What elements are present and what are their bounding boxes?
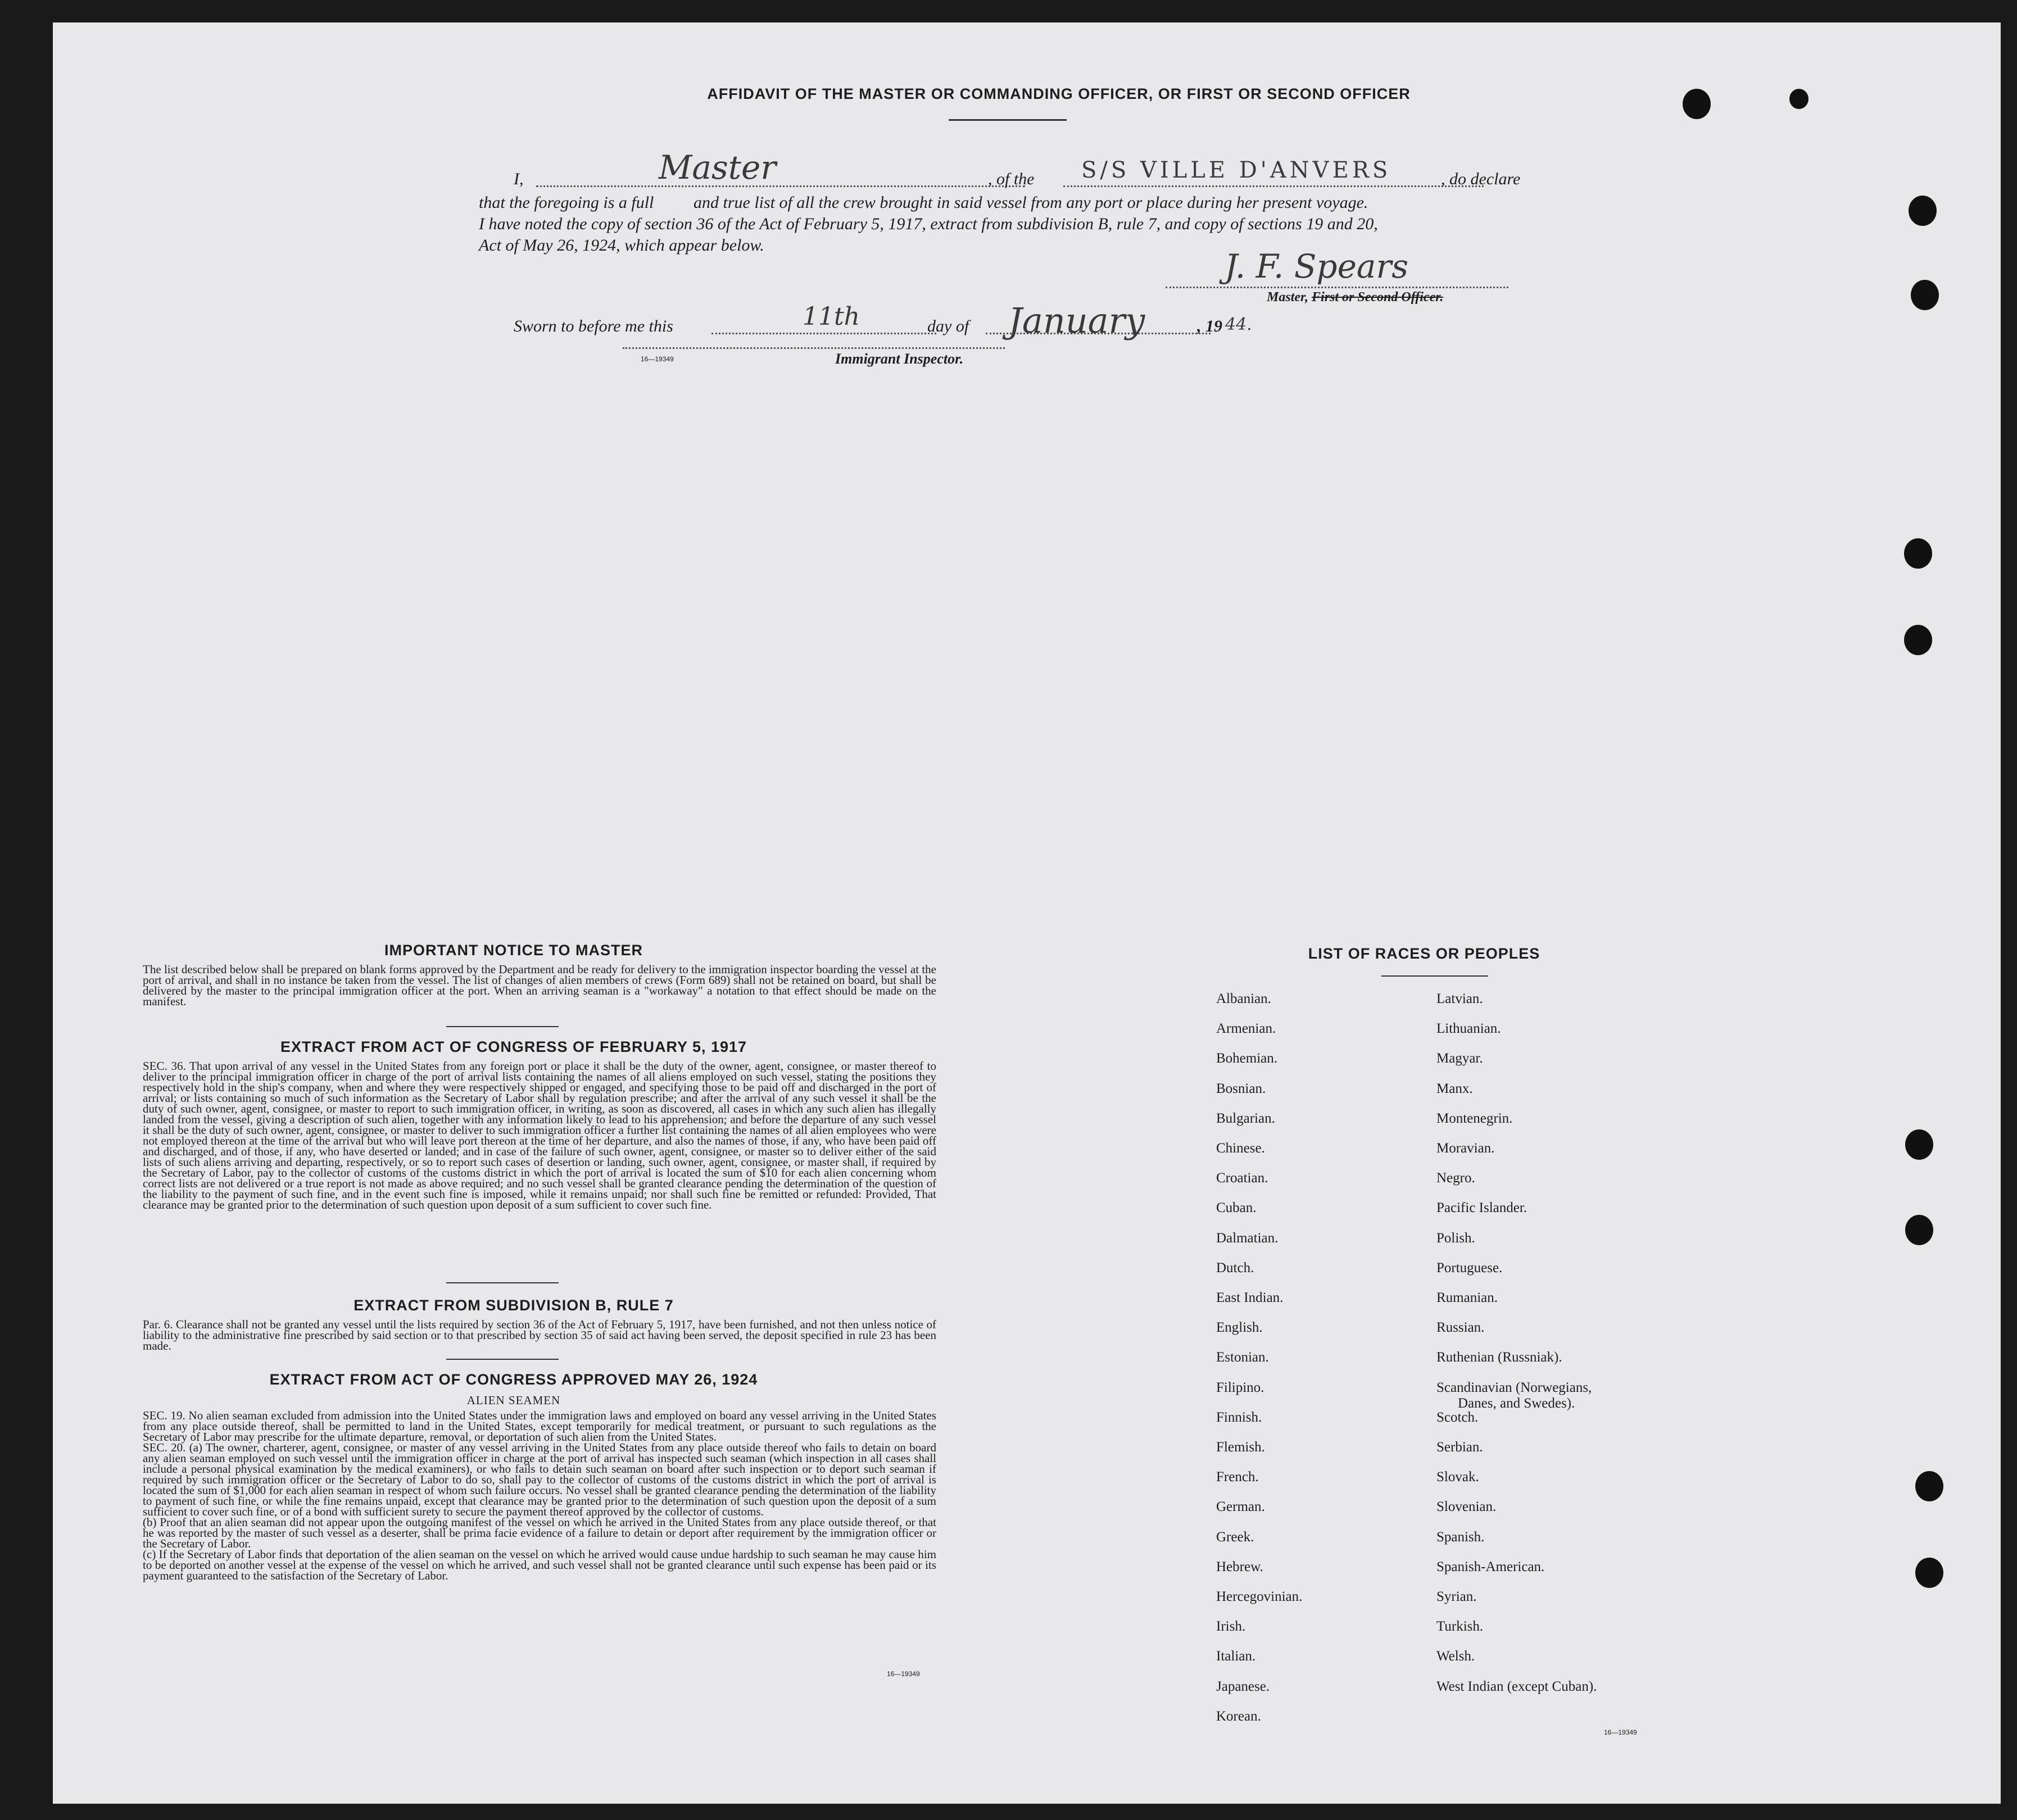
punch-hole	[1904, 625, 1932, 655]
race-item: German.	[1216, 1499, 1265, 1515]
race-item: Moravian.	[1436, 1141, 1495, 1156]
punch-hole	[1915, 1471, 1943, 1501]
of-the-label: , of the	[988, 170, 1035, 188]
race-item: West Indian (except Cuban).	[1436, 1678, 1597, 1694]
race-item: Japanese.	[1216, 1678, 1270, 1694]
affidavit-title: AFFIDAVIT OF THE MASTER OR COMMANDING OFFICER, OR FIRST OR SECOND OFFICER	[707, 85, 1411, 102]
race-item: Spanish-American.	[1436, 1559, 1545, 1574]
race-item: Dutch.	[1216, 1260, 1254, 1276]
punch-hole	[1911, 280, 1939, 310]
punch-hole	[1905, 1129, 1933, 1160]
extract-rule7-title: EXTRACT FROM SUBDIVISION B, RULE 7	[353, 1297, 674, 1314]
day-of-label: day of	[927, 317, 969, 335]
race-item: Latvian.	[1436, 991, 1483, 1006]
race-item: Finnish.	[1216, 1409, 1262, 1425]
race-item: Bulgarian.	[1216, 1110, 1275, 1126]
declaration-line-4: Act of May 26, 1924, which appear below.	[479, 236, 764, 255]
sworn-day-handwritten: 11th	[803, 302, 860, 331]
extract-1924-body	[143, 1410, 936, 1581]
sworn-month-handwritten: January	[1008, 300, 1145, 341]
declaration-line-2a: that the foregoing is a full	[479, 193, 654, 212]
race-item: Ruthenian (Russniak).	[1436, 1350, 1562, 1365]
signature-line	[1166, 287, 1508, 288]
extract-rule7-body: Par. 6. Clearance shall not be granted any vessel until the lists required by section 36 of the Act of February 5, 1917, have been furnished, and not then unless notice of liability to the administrative fine prescribed by said section or to that prescribed by section 35 of said act having been served, the deposit specified in rule 23 has been made.	[143, 1318, 936, 1352]
punch-hole	[1789, 89, 1808, 109]
race-item: Spanish.	[1436, 1529, 1485, 1545]
signer-role-master: Master,	[1267, 290, 1309, 305]
sworn-day-line	[711, 333, 936, 334]
sec-19-text: SEC. 19. No alien seaman excluded from admission into the United States under the immigration laws and employed on board any vessel arriving in the United States from any place outside thereof, shall be permitted to land in the United States, except temporarily for medical treatment, or pursuant to such regulations as the Secretary of Labor may prescribe for the ultimate departure, removal, or deportation of such alien from the United States.	[143, 1409, 936, 1444]
inspector-label: Immigrant Inspector.	[835, 351, 964, 367]
notice-title: IMPORTANT NOTICE TO MASTER	[384, 942, 643, 959]
extract-1917-title: EXTRACT FROM ACT OF CONGRESS OF FEBRUARY 5, 1917	[280, 1038, 747, 1055]
title-divider	[949, 119, 1067, 121]
race-item: Korean.	[1216, 1708, 1261, 1724]
race-item: Negro.	[1436, 1170, 1475, 1186]
sworn-label: Sworn to before me this	[514, 317, 673, 335]
officer-field-line	[536, 185, 1025, 187]
race-item: French.	[1216, 1469, 1259, 1485]
form-number-right: 16—19349	[1604, 1728, 1637, 1736]
races-title: LIST OF RACES OR PEOPLES	[1308, 945, 1540, 962]
race-item: Croatian.	[1216, 1170, 1268, 1186]
race-item: Dalmatian.	[1216, 1230, 1279, 1246]
extract-1917-divider	[446, 1282, 559, 1283]
race-item: Bosnian.	[1216, 1081, 1266, 1096]
declaration-line-2b: and true list of all the crew brought in said vessel from any port or place during her present voyage.	[694, 193, 1368, 212]
race-item: Manx.	[1436, 1081, 1473, 1096]
form-number-top: 16—19349	[641, 355, 674, 363]
race-item: Irish.	[1216, 1619, 1246, 1635]
punch-hole	[1683, 89, 1711, 119]
race-item: Slovenian.	[1436, 1499, 1497, 1515]
race-item: Pacific Islander.	[1436, 1200, 1528, 1216]
sec-20b-text: (b) Proof that an alien seaman did not appear upon the outgoing manifest of the vessel on which he arrived in the United States from any place outside thereof, or that he was reported by the master of such vessel as a deserter, shall be prima facie evidence of a failure to detain or deport after requirement by the immigration officer or the Secretary of Labor.	[143, 1515, 936, 1550]
year-prefix: , 19	[1197, 317, 1222, 335]
race-item: English.	[1216, 1320, 1263, 1336]
race-item: Lithuanian.	[1436, 1021, 1501, 1037]
punch-hole	[1904, 538, 1932, 569]
officer-handwritten: Master	[659, 148, 777, 187]
race-item: Filipino.	[1216, 1379, 1264, 1395]
race-item: Danes, and Swedes).	[1458, 1395, 1575, 1411]
signer-role-struck: First or Second Officer.	[1312, 290, 1444, 305]
race-item: Albanian.	[1216, 991, 1271, 1006]
race-item: Italian.	[1216, 1649, 1256, 1664]
race-item: Hercegovinian.	[1216, 1589, 1303, 1604]
punch-hole	[1915, 1558, 1943, 1588]
race-item: Bohemian.	[1216, 1051, 1278, 1066]
year-suffix-handwritten: 44.	[1225, 315, 1252, 334]
master-signature: J. F. Spears	[1225, 247, 1408, 285]
extract-1917-body: SEC. 36. That upon arrival of any vessel in the United States from any foreign port or place it shall be the duty of the owner, agent, consignee, or master thereof to deliver to the principal immigration officer in charge of the port of arrival lists containing the names of all aliens employed on such vessel, stating the positions they respectively hold in the ship's company, when and where they were respectively shipped or engaged, and specifying those to be paid off and discharged in the port of arrival; or lists containing so much of such information as the Secretary of Labor shall by regulation prescribe; and after the arrival of any such vessel it shall be the duty of such owner, agent, consignee, or master to report to such immigration officer, in writing, as soon as discovered, all cases in which any such alien has illegally landed from the vessel, giving a description of such alien, together with any information likely to lead to his apprehension; and before the departure of any such vessel it shall be the duty of such owner, agent, consignee, or master to deliver to such immigration officer a further list containing the names of all alien employees who were not employed thereon at the time of the arrival but who will leave port thereon at the time of her departure, and also the names of those, if any, who have been paid off and discharged, and of those, if any, who have deserted or landed; and in case of the failure of such owner, agent, consignee, or master so to deliver either of the said lists of such aliens arriving and departing, respectively, or so to report such cases of desertion or landing, such owner, agent, consignee, or master shall, if required by the Secretary of Labor, pay to the collector of customs of the customs district in which the port of arrival is located the sum of $10 for each alien concerning whom correct lists are not delivered or a true report is not made as above required; and no such vessel shall be granted clearance pending the determination of the question of the liability to the payment of such fine, and in the event such fine is imposed, while it remains unpaid; nor shall such fine be remitted or refunded: Provided, That clearance may be granted prior to the determination of such question upon deposit of a sum sufficient to cover such fine.	[143, 1059, 936, 1211]
vessel-field-line	[1063, 185, 1484, 187]
race-item: Serbian.	[1436, 1440, 1483, 1455]
do-declare-label: , do declare	[1441, 170, 1521, 188]
race-item: Hebrew.	[1216, 1559, 1263, 1574]
race-item: Scandinavian (Norwegians,	[1436, 1379, 1592, 1395]
affidavit-i-label: I,	[514, 170, 524, 188]
sec-20c-text: (c) If the Secretary of Labor finds that deportation of the alien seaman on the vessel on which he arrived would cause undue hardship to such seaman he may cause him to be deported on another vessel at the expense of the vessel on which he arrived, and such vessel shall not be granted clearance until such expense has been paid or its payment guaranteed to the satisfaction of the Secretary of Labor.	[143, 1547, 936, 1582]
race-item: Armenian.	[1216, 1021, 1276, 1037]
race-item: East Indian.	[1216, 1290, 1284, 1305]
race-item: Turkish.	[1436, 1619, 1484, 1635]
inspector-signature-line	[623, 347, 1005, 349]
races-divider	[1381, 975, 1488, 977]
race-item: Welsh.	[1436, 1649, 1475, 1664]
race-item: Greek.	[1216, 1529, 1254, 1545]
race-item: Montenegrin.	[1436, 1110, 1513, 1126]
race-item: Chinese.	[1216, 1141, 1265, 1156]
race-item: Rumanian.	[1436, 1290, 1498, 1305]
race-item: Scotch.	[1436, 1409, 1479, 1425]
punch-hole	[1905, 1215, 1933, 1245]
race-item: Slovak.	[1436, 1469, 1479, 1485]
notice-divider	[446, 1026, 559, 1027]
race-item: Russian.	[1436, 1320, 1485, 1336]
form-number-left: 16—19349	[887, 1670, 920, 1678]
race-item: Estonian.	[1216, 1350, 1269, 1365]
alien-seamen-subtitle: ALIEN SEAMEN	[466, 1394, 561, 1407]
extract-1924-title: EXTRACT FROM ACT OF CONGRESS APPROVED MAY 26, 1924	[269, 1371, 758, 1388]
document-sheet	[53, 22, 2001, 1804]
extract-rule7-divider	[446, 1359, 559, 1360]
sec-20a-text: SEC. 20. (a) The owner, charterer, agent, consignee, or master of any vessel arriving in the United States from any place outside thereof who fails to detain on board any alien seaman employed on such vessel until the immigration officer in charge at the port of arrival has inspected such seaman (which inspection in all cases shall include a personal physical examination by the medical examiners), or who fails to detain such seaman on board after such inspection or to deport such seaman if required by such immigration officer or the Secretary of Labor to do so, shall pay to the collector of customs of the customs district in which the port of arrival is located the sum of $1,000 for each alien seaman in respect of whom such failure occurs. No vessel shall be granted clearance pending the determination of the liability to payment of such fine, or while the fine remains unpaid, except that clearance may be granted prior to the determination of such question upon the deposit of a sum sufficient to cover such fine, or of a bond with sufficient surety to secure the payment thereof approved by the collector of customs.	[143, 1441, 936, 1518]
vessel-handwritten: S/S VILLE D'ANVERS	[1081, 157, 1391, 183]
race-item: Polish.	[1436, 1230, 1475, 1246]
signer-role	[1267, 290, 1443, 305]
race-item: Cuban.	[1216, 1200, 1257, 1216]
declaration-line-3: I have noted the copy of section 36 of the Act of February 5, 1917, extract from subdivision B, rule 7, and copy of sections 19 and 20,	[479, 215, 1378, 233]
race-item: Magyar.	[1436, 1051, 1483, 1066]
punch-hole	[1909, 196, 1937, 226]
notice-body: The list described below shall be prepared on blank forms approved by the Department and be ready for delivery to the immigration inspector boarding the vessel at the port of arrival, and shall in no instance be taken from the vessel. The list of changes of alien members of crews (Form 689) shall not be retained on board, but shall be delivered by the master to the principal immigration officer at the port. When an arriving seaman is a "workaway" a notation to that effect should be made on the manifest.	[143, 963, 936, 1008]
race-item: Syrian.	[1436, 1589, 1477, 1604]
race-item: Flemish.	[1216, 1440, 1265, 1455]
race-item: Portuguese.	[1436, 1260, 1503, 1276]
